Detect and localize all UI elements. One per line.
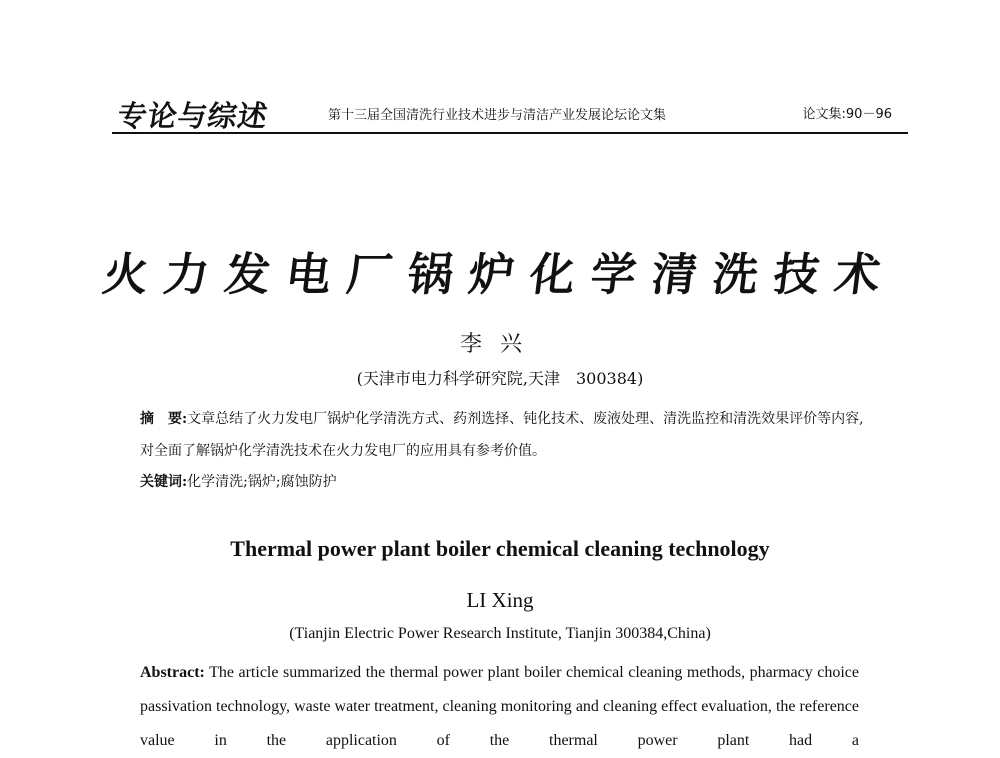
abstract-label-en: Abstract: <box>140 664 205 681</box>
abstract-en <box>140 656 859 758</box>
abstract-text-en: The article summarized the thermal power plant boiler chemical cleaning methods, pharmacy choice passivation technology, waste water treatment, cleaning monitoring and cleaning effect evaluation, the reference value in the application of the thermal power plant had a <box>140 664 860 749</box>
article-title-en: Thermal power plant boiler chemical cleaning technology <box>230 536 770 561</box>
author-cn: 李兴 <box>459 332 540 357</box>
column-title: 专论与综述 <box>115 99 271 133</box>
author-en: LI Xing <box>466 588 534 612</box>
keywords-label-cn: 关键词: <box>140 474 188 490</box>
abstract-cn <box>140 403 865 467</box>
page-range: 论文集:90－96 <box>802 107 892 122</box>
affiliation-cn: (天津市电力科学研究院,天津 300384) <box>356 369 644 388</box>
affiliation-en: (Tianjin Electric Power Research Institute, Tianjin 300384,China) <box>289 625 711 642</box>
abstract-label-cn: 摘 要: <box>140 411 188 427</box>
proceedings-title: 第十三届全国清洗行业技术进步与清洁产业发展论坛论文集 <box>328 108 667 123</box>
running-header <box>112 92 908 134</box>
abstract-text-cn: 文章总结了火力发电厂锅炉化学清洗方式、药剂选择、钝化技术、废液处理、清洗监控和清洗效果评价等内容,对全面了解锅炉化学清洗技术在火力发电厂的应用具有参考价值。 <box>140 411 864 459</box>
article-title-cn: 火力发电厂锅炉化学清洗技术 <box>99 248 900 301</box>
keywords-text-cn: 化学清洗;锅炉;腐蚀防护 <box>187 474 337 490</box>
keywords-cn <box>140 470 865 494</box>
